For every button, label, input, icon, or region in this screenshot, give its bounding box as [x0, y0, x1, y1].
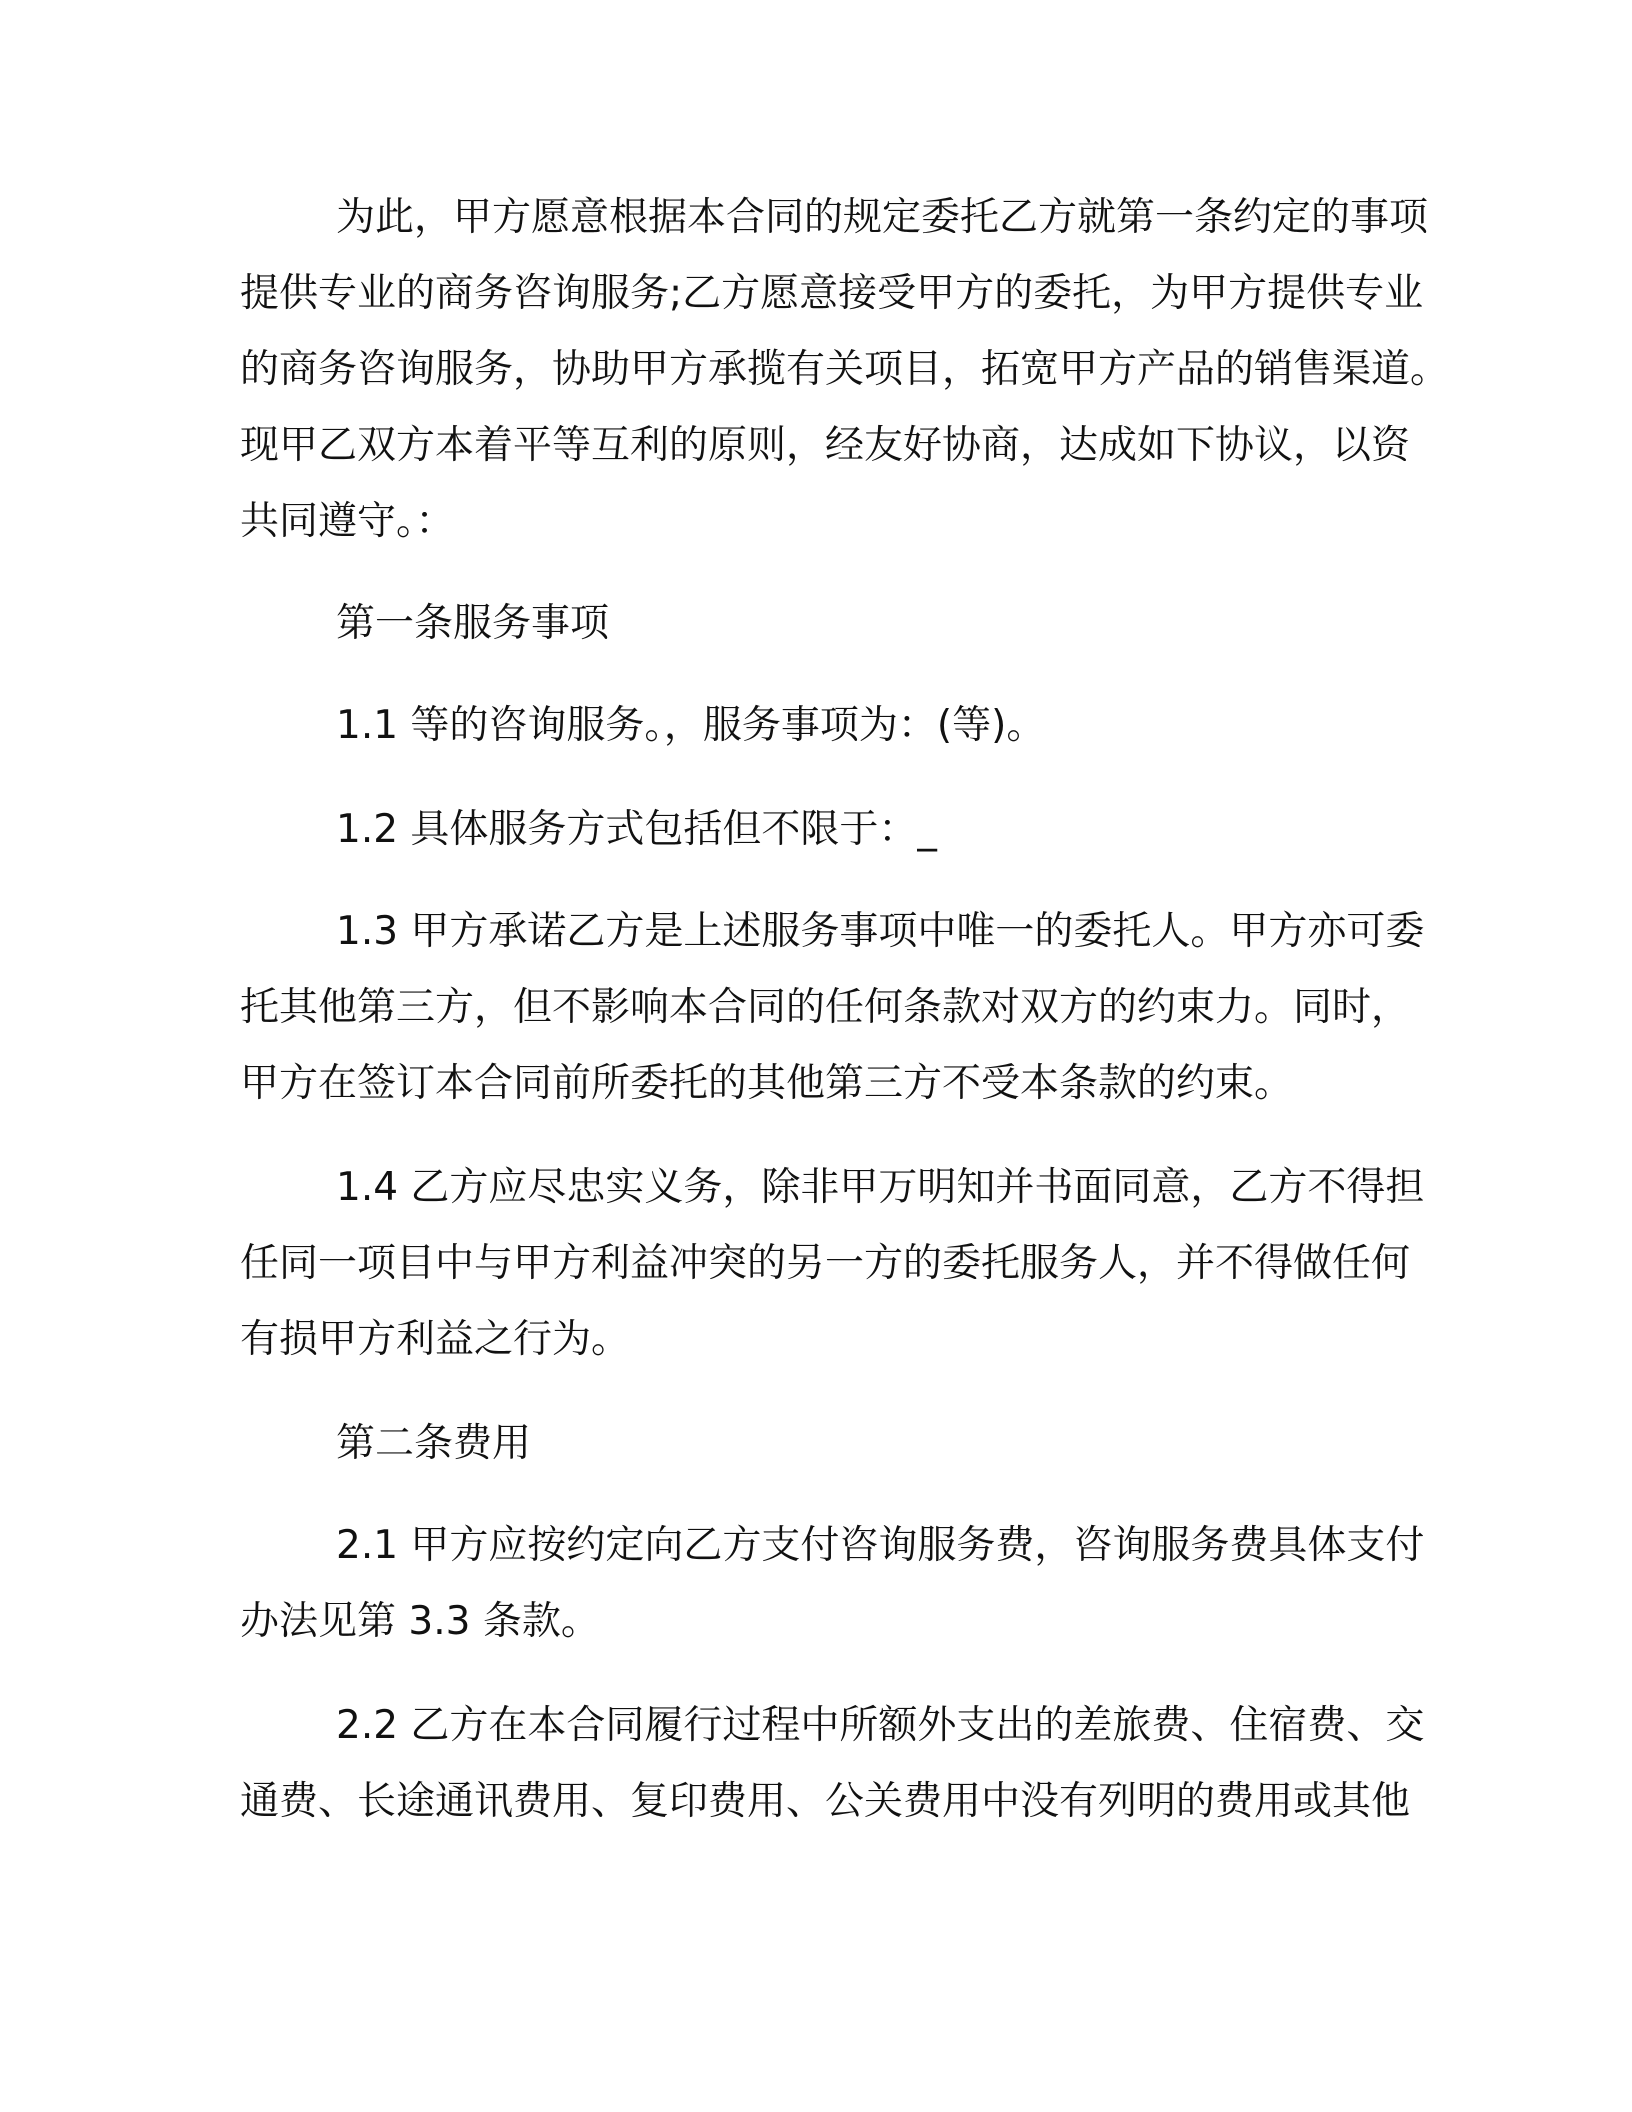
paragraph-intro-line-4: 现甲乙双方本着平等互利的原则，经友好协商，达成如下协议，以资 — [240, 423, 1411, 468]
clause-1-3-line-2: 托其他第三方，但不影响本合同的任何条款对双方的约束力。同时， — [240, 985, 1411, 1030]
clause-2-2-line-2: 通费、长途通讯费用、复印费用、公关费用中没有列明的费用或其他 — [240, 1779, 1411, 1824]
clause-1-3-line-1: 1.3 甲方承诺乙方是上述服务事项中唯一的委托人。甲方亦可委 — [336, 909, 1425, 954]
clause-1-4-line-1: 1.4 乙方应尽忠实义务，除非甲万明知并书面同意，乙方不得担 — [336, 1165, 1425, 1210]
clause-1-1: 1.1 等的咨询服务。，服务事项为：(等)。 — [336, 703, 1046, 748]
clause-1-4-line-3: 有损甲方利益之行为。 — [240, 1317, 631, 1362]
paragraph-intro-line-5: 共同遵守。： — [240, 499, 455, 544]
clause-2-2-line-1: 2.2 乙方在本合同履行过程中所额外支出的差旅费、住宿费、交 — [336, 1703, 1425, 1748]
paragraph-intro-line-1: 为此，甲方愿意根据本合同的规定委托乙方就第一条约定的事项 — [336, 195, 1429, 240]
clause-1-3-line-3: 甲方在签订本合同前所委托的其他第三方不受本条款的约束。 — [240, 1061, 1294, 1106]
paragraph-intro-line-2: 提供专业的商务咨询服务;乙方愿意接受甲方的委托，为甲方提供专业 — [240, 271, 1424, 316]
section-2-heading: 第二条费用 — [336, 1421, 532, 1466]
paragraph-intro-line-3: 的商务咨询服务，协助甲方承揽有关项目，拓宽甲方产品的销售渠道。 — [240, 347, 1450, 392]
clause-2-1-line-1: 2.1 甲方应按约定向乙方支付咨询服务费，咨询服务费具体支付 — [336, 1523, 1425, 1568]
section-1-heading: 第一条服务事项 — [336, 601, 610, 646]
clause-2-1-line-2: 办法见第 3.3 条款。 — [240, 1599, 600, 1644]
clause-1-4-line-2: 任同一项目中与甲方利益冲突的另一方的委托服务人，并不得做任何 — [240, 1241, 1411, 1286]
clause-1-2: 1.2 具体服务方式包括但不限于：_ — [336, 807, 937, 852]
